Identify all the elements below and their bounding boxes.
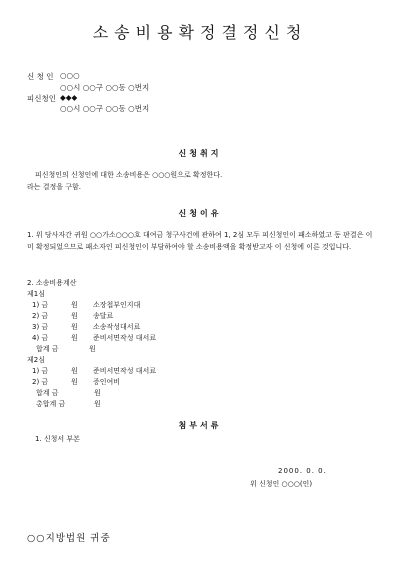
respondent-name: ◆◆◆	[60, 93, 78, 102]
cost-heading: 2. 소송비용계산	[27, 279, 77, 287]
reason-heading: 신청이유	[178, 209, 222, 218]
first-subtotal-label: 합계 금	[36, 345, 59, 353]
first-item-1-desc: 소장첩부인지대	[93, 301, 141, 309]
first-item-2-won: 원	[71, 312, 78, 320]
first-item-4-won: 원	[71, 334, 78, 342]
court-addressee: ○○지방법원 귀중	[27, 533, 111, 544]
purpose-line-2: 라는 결정을 구함.	[27, 183, 82, 191]
second-subtotal-won: 원	[94, 389, 101, 397]
second-item-1-desc: 준비서면작성 대서료	[93, 367, 157, 375]
attachments-heading: 첨부서류	[178, 421, 222, 430]
signature-line: 위 신청인 ○○○(인)	[250, 480, 313, 488]
applicant-name: ○○○	[60, 71, 80, 80]
first-subtotal-won: 원	[89, 345, 96, 353]
first-item-4-index: 4) 금	[32, 334, 49, 342]
first-item-2-index: 2) 금	[32, 312, 49, 320]
reason-paragraph: 1. 위 당사자간 귀원 ○○가소○○○호 대여금 청구사건에 관하여 1, 2심 모두 피신청인이 패소하였고 동 판결은 이미 확정되었으므로 패소자인 피신청인이 부담하여야 할 소송비용액을 확정받고자 이 신청에 이른 것입니다.	[27, 231, 373, 251]
first-item-3-desc: 소송작성대서료	[93, 323, 141, 331]
first-item-3-won: 원	[71, 323, 78, 331]
second-item-1-index: 1) 금	[32, 367, 49, 375]
application-date: 2000. 0. 0.	[278, 467, 327, 475]
purpose-heading: 신청취지	[178, 149, 222, 158]
second-item-2-index: 2) 금	[32, 378, 49, 386]
second-item-2-won: 원	[71, 378, 78, 386]
second-subtotal-label: 합계 금	[36, 389, 59, 397]
applicant-label: 신 청 인	[27, 72, 54, 81]
grand-total-won: 원	[94, 400, 101, 408]
first-item-4-desc: 준비서면작성 대서료	[93, 334, 157, 342]
first-item-2-desc: 송달료	[93, 312, 114, 320]
first-item-3-index: 3) 금	[32, 323, 49, 331]
second-instance-label: 제2심	[27, 356, 45, 364]
attachment-item: 1. 신청서 부본	[35, 435, 80, 443]
grand-total-label: 총합계 금	[36, 400, 66, 408]
first-item-1-won: 원	[71, 301, 78, 309]
document-title: 소송비용확정결정신청	[92, 23, 308, 42]
second-item-2-desc: 증인여비	[93, 378, 121, 386]
second-item-1-won: 원	[71, 367, 78, 375]
purpose-line-1: 피신청인의 신청인에 대한 소송비용은 ○○○원으로 확정한다.	[35, 171, 223, 179]
first-instance-label: 제1심	[27, 290, 45, 298]
first-item-1-index: 1) 금	[32, 301, 49, 309]
respondent-label: 피신청인	[27, 94, 56, 103]
respondent-address: ○○시 ○○구 ○○동 ○번지	[60, 104, 150, 113]
applicant-address: ○○시 ○○구 ○○동 ○번지	[60, 83, 150, 92]
